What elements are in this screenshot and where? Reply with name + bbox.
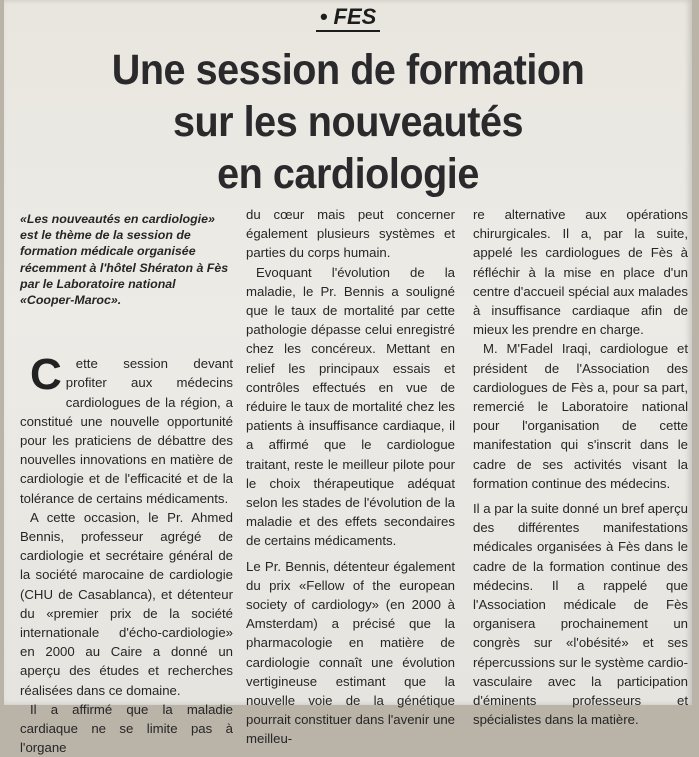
paragraph-6: M. M'Fadel Iraqi, cardiologue et président de l'Association des cardiologues de Fès a, pour sa part, remercié le Laboratoire national pour l'organisation de cette manifestation qui s'inscrit dans le cadre de ses activités visant la formation continue des médecins. (473, 341, 688, 491)
paragraph-3a: Il a affirmé que la maladie cardiaque ne se limite pas à l'organe (20, 701, 233, 756)
column-1 (20, 205, 233, 757)
paragraph-4: Evoquant l'évolution de la maladie, le Pr. Bennis a souligné que le taux de mortalité par cette pathologie dépasse celui enregistré chez les concéreux. Mettant en relief les principaux essais et contrôles effectués en vue de réduire le taux de mortalité chez les patients à insuffisance cardiaque, il a affirmé que le cardiologue traitant, reste le meilleur pilote pour le choix thérapeutique adéquat selon les stades de l'évolution de la maladie et des effets secondaires de certains médicaments. (246, 264, 455, 549)
article-body (20, 205, 690, 756)
paragraph-1-text: ette session devant profiter aux médecins cardiologues de la région, a constitué une nouvelle opportunité pour les praticiens de débattre des nouvelles innovations en matière de cardiologie et de l'efficacité et de la tolérance de certains médicaments. (20, 356, 233, 506)
headline-line-2: sur les nouveautés (172, 98, 524, 146)
drop-cap: C (30, 350, 62, 400)
paragraph-7: Il a par la suite donné un bref aperçu des différentes manifestations médicales organisées à Fès dans le cadre de la formation continue des médecins. Il a rappelé que l'Association médicale de Fès organisera prochainement un congrès sur «l'obésité» et ses répercussions sur le système cardio-vasculaire avec la participation d'éminents professeurs et spécialistes dans la matière. (473, 501, 688, 728)
column-2 (246, 205, 455, 749)
paragraph-1 (20, 350, 233, 508)
headline-line-3: en cardiologie (217, 150, 479, 198)
article-headline (32, 44, 665, 200)
paragraph-2: A cette occasion, le Pr. Ahmed Bennis, professeur agrégé de cardiologie et secrétaire général de la société marocaine de cardiologie (CHU de Casablanca), et détenteur du «premier prix de la société internationale d'écho-cardiologie» en 2000 au Caire a donné un aperçu des études et recherches réalisées dans ce domaine. (20, 509, 233, 698)
article-lead: «Les nouveautés en cardiologie» est le thème de la session de formation médicale organisée récemment à l'hôtel Shératon à Fès par le Laboratoire national «Cooper-Maroc». (20, 212, 229, 308)
paragraph-3b: du cœur mais peut concerner également plusieurs systèmes et parties du corps humain. (246, 207, 455, 261)
column-3 (473, 205, 688, 729)
paragraph-5b: re alternative aux opérations chirurgicales. Il a, par la suite, appelé les cardiologues de Fès à réfléchir à la mise en place d'un centre d'accueil spécial aux malades à insuffisance cardiaque afin de mieux les prendre en charge. (473, 207, 688, 338)
section-rubric (4, 4, 692, 30)
headline-line-1: Une session de formation (111, 46, 585, 94)
section-label: • FES (316, 4, 381, 32)
paragraph-5a: Le Pr. Bennis, détenteur également du prix «Fellow of the european society of cardiology» (en 2000 à Amsterdam) a précisé que la pharmacologie en matière de cardiologie connaît une évolution vertigineuse estimant que la nouvelle voie de la génétique pourrait constituer dans l'avenir une meilleu- (246, 558, 455, 747)
newspaper-clipping (4, 0, 692, 756)
